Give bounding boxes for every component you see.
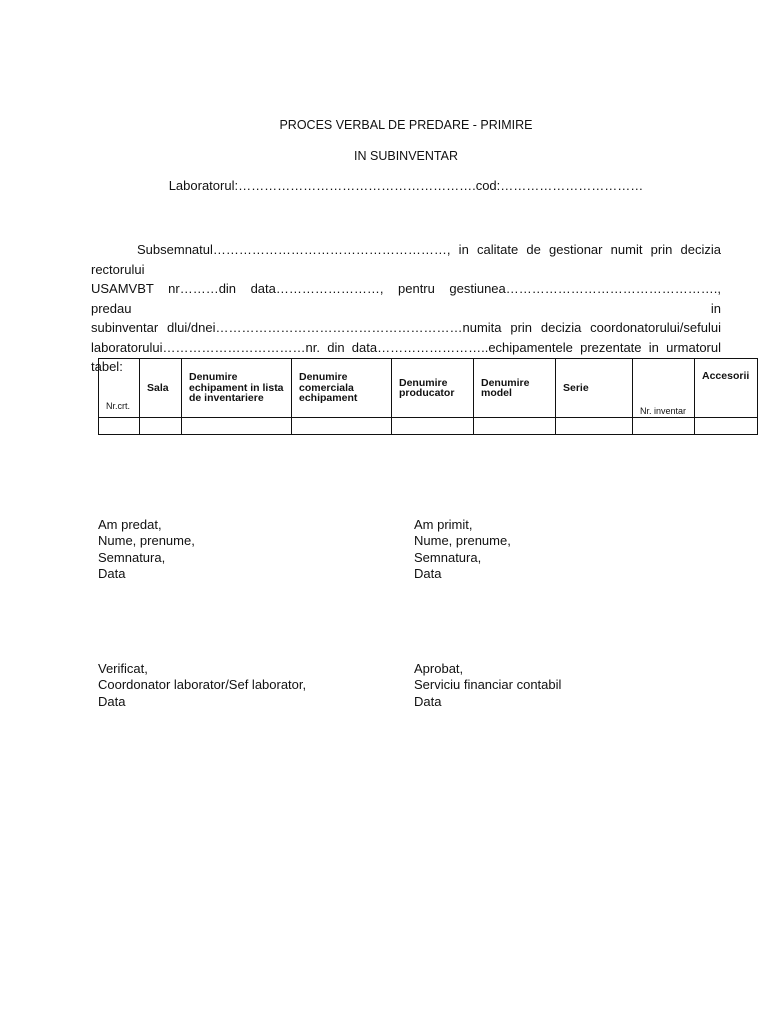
signature-name-label: Nume, prenume,: [414, 533, 511, 549]
paragraph-line-1: Subsemnatul………………………………………………, in calitate de gestionar numit prin decizia rectorului: [91, 242, 721, 277]
table-cell: [182, 418, 292, 435]
laboratory-line: Laboratorul:……………………………………………….cod:……………………………: [168, 178, 644, 193]
signature-date-label: Data: [414, 565, 442, 581]
paragraph-line-2: USAMVBT nr………din data……………………, pentru gestiunea…………………………………………., predau in: [91, 281, 721, 316]
signature-label: Am predat,: [98, 517, 162, 532]
table-cell: [392, 418, 474, 435]
signature-role-label: Serviciu financiar contabil: [414, 677, 562, 693]
table-cell: [556, 418, 633, 435]
signature-date-label: Data: [98, 565, 126, 581]
signature-name-label: Nume, prenume,: [98, 533, 195, 549]
signature-label: Am primit,: [414, 517, 473, 532]
table-row: [99, 418, 758, 435]
paragraph-line-3: subinventar dlui/dnei…………………………………………………numita prin decizia coordonatorului/sefului: [91, 320, 721, 335]
header-sala: Sala: [140, 359, 182, 418]
header-denumire-inventar: Denumire echipament in lista de inventariere: [182, 359, 292, 418]
signature-label: Aprobat,: [414, 661, 464, 676]
declaration-paragraph: [91, 240, 721, 377]
table-cell: [292, 418, 392, 435]
table-cell: [474, 418, 556, 435]
header-accesorii: Accesorii: [695, 359, 758, 418]
header-serie: Serie: [556, 359, 633, 418]
signature-block-primit: [414, 517, 511, 582]
header-producator: Denumire producator: [392, 359, 474, 418]
signature-sign-label: Semnatura,: [98, 549, 166, 565]
header-nr-crt: Nr.crt.: [99, 359, 140, 418]
signature-sign-label: Semnatura,: [414, 549, 482, 565]
header-denumire-comerciala: Denumire comerciala echipament: [292, 359, 392, 418]
signature-date-label: Data: [98, 693, 126, 709]
signature-date-label: Data: [414, 693, 442, 709]
equipment-table: [98, 358, 758, 435]
signature-label: Verificat,: [98, 661, 148, 676]
signature-role-label: Coordonator laborator/Sef laborator,: [98, 677, 307, 693]
table-header-row: [99, 359, 758, 418]
signature-block-aprobat: [414, 661, 561, 710]
paragraph-line-4: laboratorului……………………………nr. din data……………………..echipamentele prezentate in urmatorul tabel:: [91, 339, 721, 374]
signature-block-predat: [98, 517, 195, 582]
document-subtitle: IN SUBINVENTAR: [354, 149, 458, 163]
header-model: Denumire model: [474, 359, 556, 418]
signature-block-verificat: [98, 661, 306, 710]
table-cell: [633, 418, 695, 435]
table-cell: [99, 418, 140, 435]
document-title: PROCES VERBAL DE PREDARE - PRIMIRE: [279, 118, 533, 132]
table-cell: [695, 418, 758, 435]
header-nr-inventar: Nr. inventar: [633, 359, 695, 418]
table-cell: [140, 418, 182, 435]
